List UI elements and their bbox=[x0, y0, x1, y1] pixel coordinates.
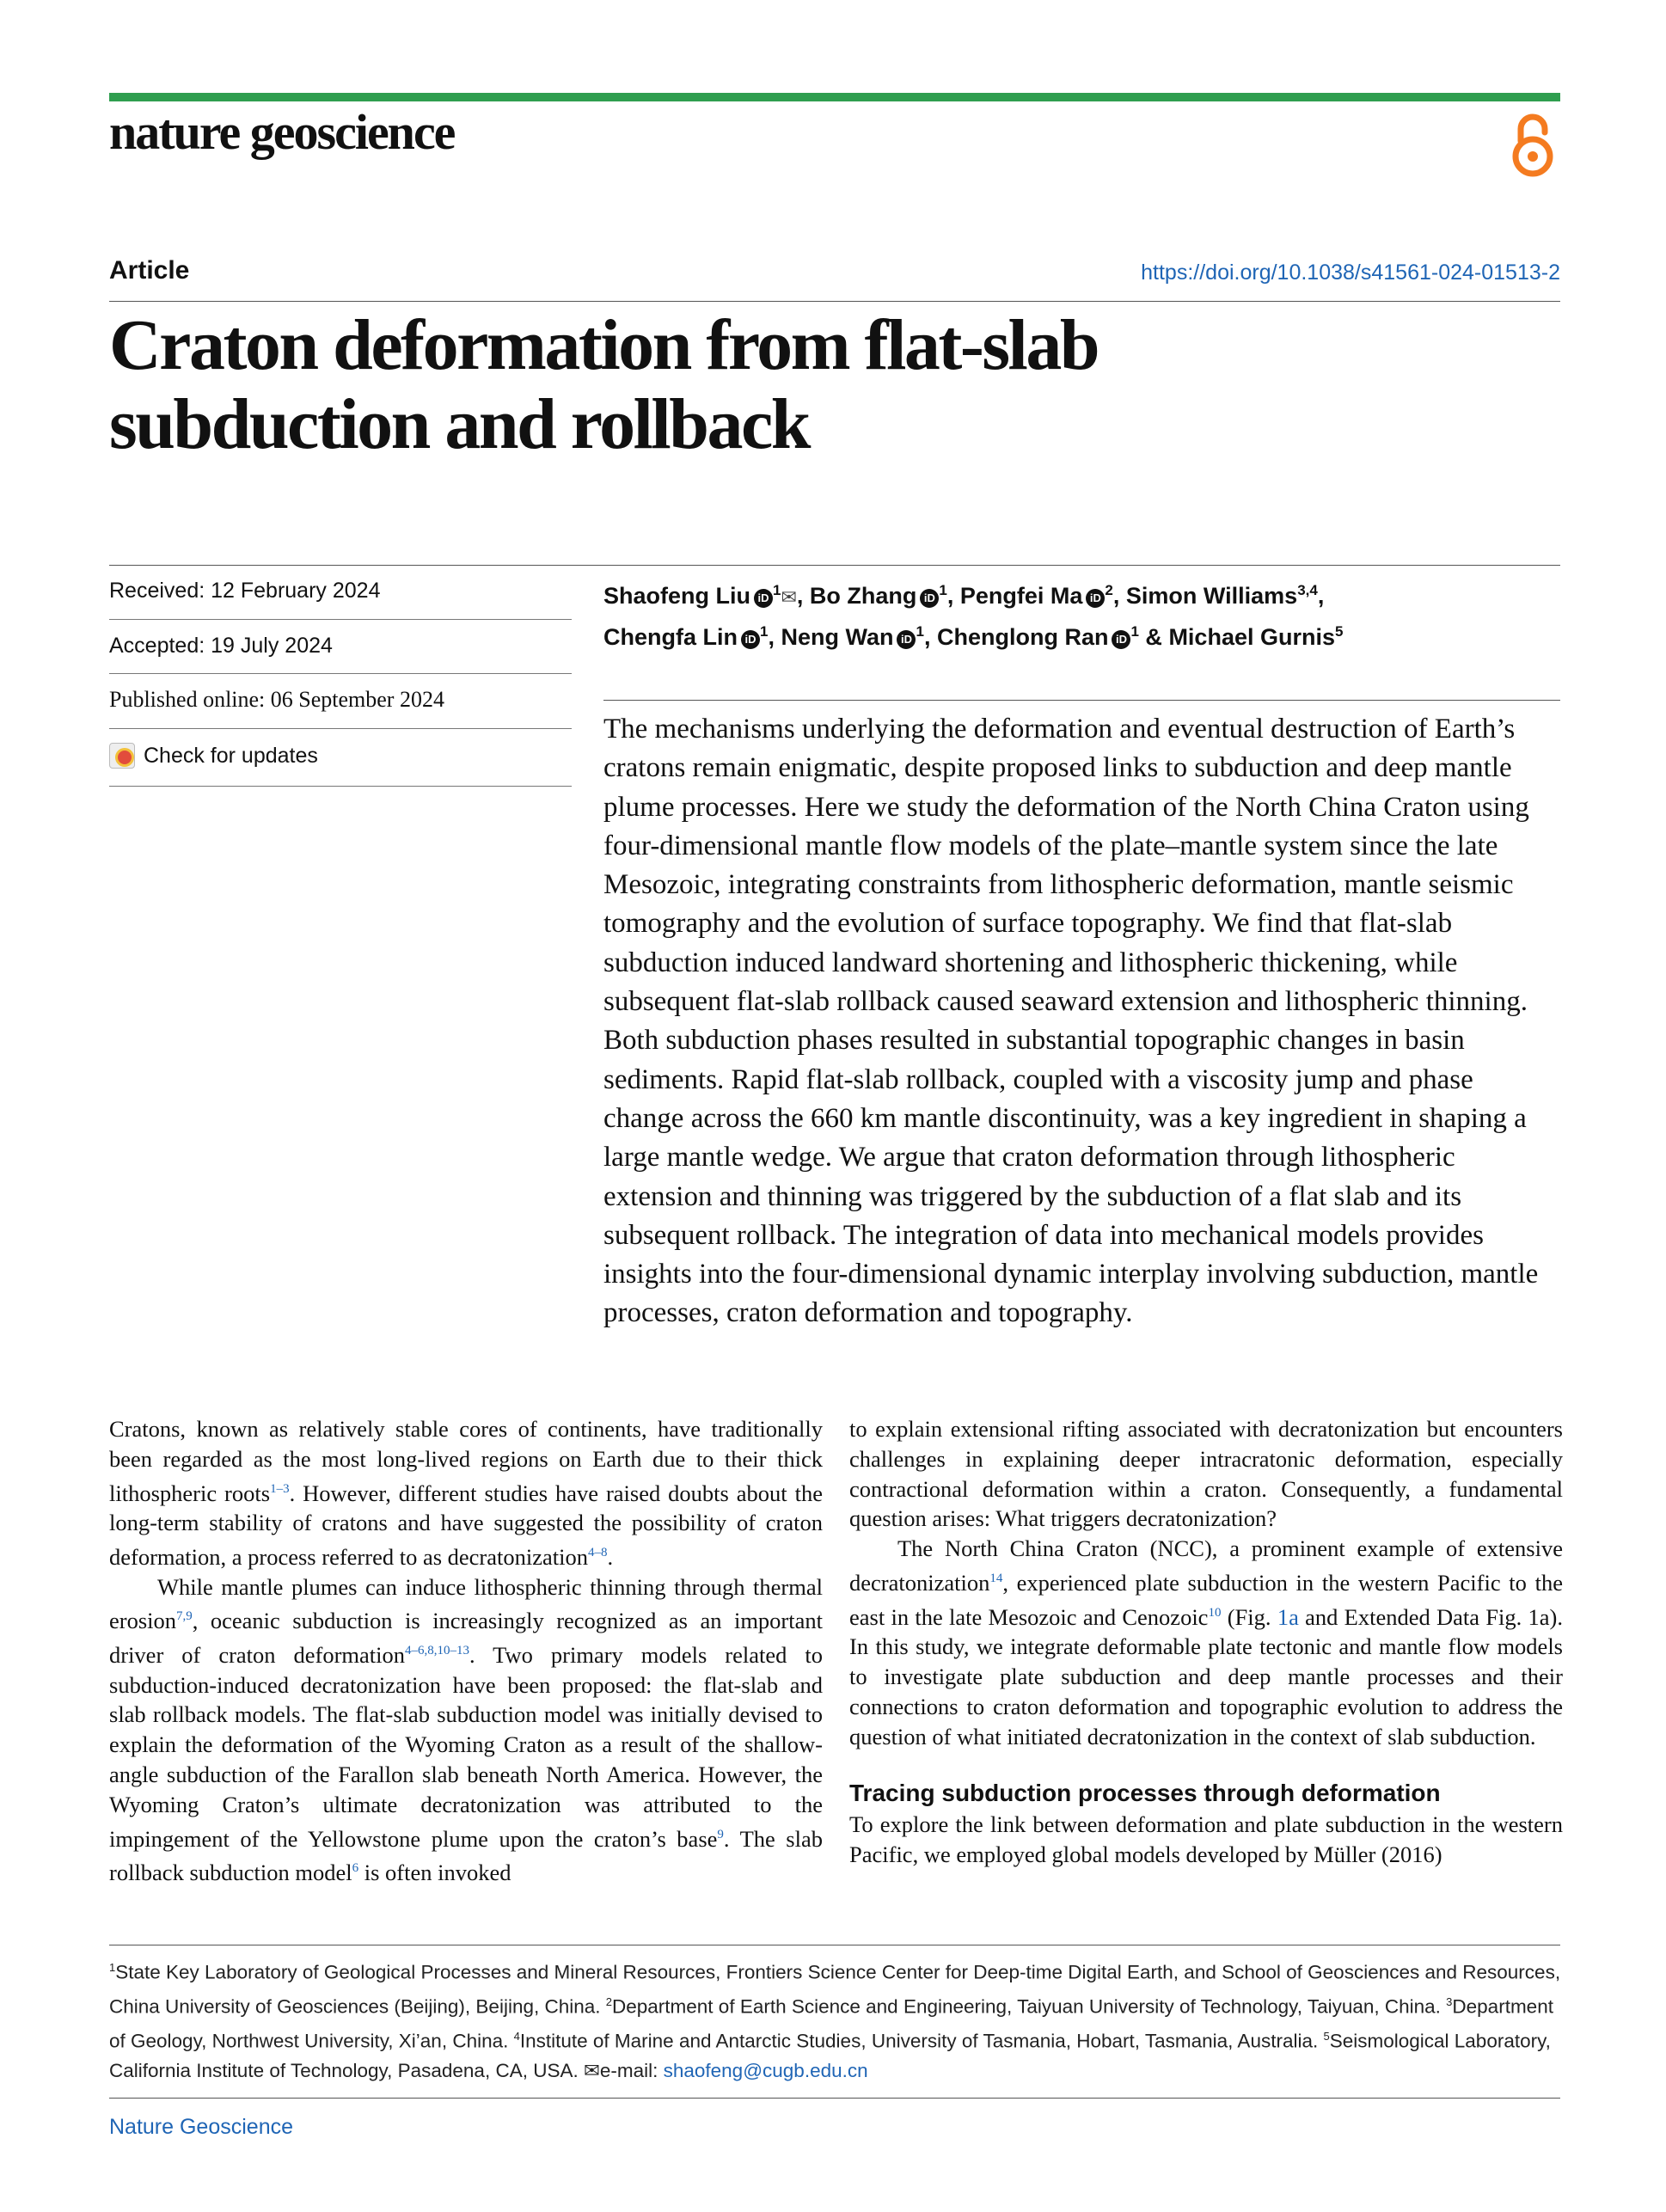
body-paragraph: The North China Craton (NCC), a prominent example of extensive decratonization$^{14}$, experienced plate subduction in the western Pacific to the east in the late Mesozoic and Cenozoic$^{10}$ (Fig. 1a and Extended Data Fig. 1a). In this study, we integrate deformable plate tectonic and mantle flow models to investigate plate subduction and deep mantle processes and their connections to craton deformation and topographic evolution to address the question of what initiated decratonization in the context of slab subduction. bbox=[849, 1535, 1564, 1749]
check-updates-icon bbox=[109, 743, 135, 769]
received-date: Received: 12 February 2024 bbox=[109, 579, 381, 603]
body-column-right bbox=[849, 1414, 1563, 1870]
citation-link[interactable]: 14 bbox=[989, 1571, 1003, 1585]
citation-link[interactable]: 1–3 bbox=[270, 1481, 290, 1496]
citation-link[interactable]: 4–6,8,10–13 bbox=[405, 1644, 470, 1658]
orcid-icon[interactable]: iD bbox=[920, 589, 939, 608]
author-affiliation: 1 bbox=[760, 623, 769, 640]
check-for-updates-button[interactable] bbox=[109, 743, 318, 769]
body-column-left bbox=[109, 1414, 823, 1888]
orcid-icon[interactable]: iD bbox=[1086, 589, 1105, 608]
meta-divider bbox=[109, 565, 1560, 566]
citation-link[interactable]: 4–8 bbox=[587, 1546, 608, 1560]
citation-link[interactable]: 7,9 bbox=[176, 1609, 193, 1624]
body-paragraph: to explain extensional rifting associated with decratonization but encounters challenges in explaining deeper intracratonic deformation, especially contractional deformation within a craton. Consequently, a fundamental question arises: What triggers decratonization? bbox=[849, 1416, 1563, 1532]
header-accent-bar bbox=[109, 93, 1560, 101]
citation-link[interactable]: 6 bbox=[352, 1861, 359, 1876]
author-name[interactable]: Bo Zhang bbox=[809, 583, 917, 609]
header-divider bbox=[109, 301, 1560, 302]
meta-line bbox=[109, 673, 572, 674]
author-name[interactable]: Chenglong Ran bbox=[936, 624, 1109, 650]
author-name[interactable]: Shaofeng Liu bbox=[603, 583, 750, 609]
body-paragraph: Cratons, known as relatively stable cores of continents, have traditionally been regarded as the most long-lived regions on Earth due to their thick lithospheric roots$^{1-3}$. However, different studies have raised doubts about the long-term stability of cratons and have suggested the possibility of craton deformation, a process referred to as decratonization$^{4-8}$. bbox=[109, 1416, 823, 1570]
author-name[interactable]: Chengfa Lin bbox=[603, 624, 738, 650]
footer-journal: Nature Geoscience bbox=[109, 2115, 294, 2139]
article-type: Article bbox=[109, 256, 190, 285]
published-date: Published online: 06 September 2024 bbox=[109, 687, 444, 712]
footer-divider bbox=[109, 2098, 1560, 2099]
orcid-icon[interactable]: iD bbox=[741, 630, 760, 649]
author-list: Shaofeng Liu iD $^1$✉, Bo Zhang iD $^1$, Pengfei Ma iD $^2$, Simon Williams$^{3,4}$, Chengfa Lin iD $^1$, Neng Wan iD $^1$, Chenglong Ran iD $^1$ & Michael Gurnis$^5$ bbox=[603, 582, 1344, 650]
accepted-date: Accepted: 19 July 2024 bbox=[109, 634, 333, 658]
orcid-icon[interactable]: iD bbox=[754, 589, 773, 608]
author-affiliation: 1 bbox=[916, 623, 924, 640]
affiliations: $^1$State Key Laboratory of Geological Processes and Mineral Resources, Frontiers Science Center for Deep-time Digital Earth, and School of Geosciences and Resources, China University of Geosciences (Beijing), Beijing, China. $^2$Department of Earth Science and Engineering, Taiyuan University of Technology, Taiyuan, China. $^3$Department of Geology, Northwest University, Xi’an, China. $^4$Institute of Marine and Antarctic Studies, University of Tasmania, Hobart, Tasmania, Australia. $^5$Seismological Laboratory, California Institute of Technology, Pasadena, CA, USA. ✉e-mail: shaofeng@cugb.edu.cn bbox=[109, 1961, 1561, 2081]
abstract: The mechanisms underlying the deformation and eventual destruction of Earth’s cratons remain enigmatic, despite proposed links to subduction and deep mantle plume processes. Here we study the deformation of the North China Craton using four-dimensional mantle flow models of the plate–mantle system since the late Mesozoic, integrating constraints from lithospheric deformation, mantle seismic tomography and the evolution of surface topography. We find that flat-slab subduction induced landward shortening and lithospheric thickening, while subsequent flat-slab rollback caused seaward extension and lithospheric thinning. Both subduction phases resulted in substantial topographic changes in basin sediments. Rapid flat-slab rollback, coupled with a viscosity jump and phase change across the 660 km mantle discontinuity, was a key ingredient in shaping a large mantle wedge. We argue that craton deformation through lithospheric extension and thinning was triggered by the subduction of a flat slab and its subsequent rollback. The integration of data into mechanical models provides insights into the four-dimensional dynamic interplay involving subduction, mantle processes, craton deformation and topography. bbox=[603, 714, 1539, 1329]
author-affiliation: 5 bbox=[1335, 623, 1344, 640]
author-affiliation: 1 bbox=[1130, 623, 1139, 640]
doi-link[interactable]: https://doi.org/10.1038/s41561-024-01513-2 bbox=[1141, 260, 1560, 285]
author-affiliation: 1 bbox=[939, 582, 947, 598]
author-affiliation: 2 bbox=[1105, 582, 1113, 598]
author-affiliation: 3,4 bbox=[1297, 582, 1318, 598]
citation-link[interactable]: 9 bbox=[717, 1827, 724, 1841]
article-title: Craton deformation from flat-slab subduction and rollback bbox=[109, 305, 1099, 464]
author-name[interactable]: Pengfei Ma bbox=[959, 583, 1083, 609]
author-affiliation: 1 bbox=[773, 582, 781, 598]
meta-line bbox=[109, 728, 572, 729]
body-paragraph: To explore the link between deformation and plate subduction in the western Pacific, we employed global models developed by Müller (2016) bbox=[849, 1811, 1563, 1868]
body-paragraph: While mantle plumes can induce lithospheric thinning through thermal erosion$^{7,9}$, oceanic subduction is increasingly recognized as an important driver of craton deformation$^{4-6,8,10-13}$. Two primary models related to subduction-induced decratonization have been proposed: the flat-slab and slab rollback models. The flat-slab subduction model was initially devised to explain the deformation of the Wyoming Craton as a result of the shallow-angle subduction of the Farallon slab beneath North America. However, the Wyoming Craton’s ultimate decratonization was attributed to the impingement of the Yellowstone plume upon the craton’s base$^9$. The slab rollback subduction model$^6$ is often invoked bbox=[109, 1573, 823, 1886]
orcid-icon[interactable]: iD bbox=[1112, 630, 1130, 649]
author-name[interactable]: Neng Wan bbox=[781, 624, 894, 650]
email-link[interactable]: shaofeng@cugb.edu.cn bbox=[663, 2060, 868, 2081]
author-name[interactable]: Simon Williams bbox=[1125, 583, 1298, 609]
journal-name: nature geoscience bbox=[109, 104, 455, 160]
envelope-icon: ✉ bbox=[583, 2060, 600, 2081]
check-updates-label: Check for updates bbox=[144, 743, 318, 768]
orcid-icon[interactable]: iD bbox=[897, 630, 916, 649]
open-access-lock-icon bbox=[1509, 110, 1557, 179]
abstract-divider bbox=[603, 700, 1560, 701]
figure-link[interactable]: 1a bbox=[1277, 1603, 1299, 1630]
section-heading: Tracing subduction processes through deformation bbox=[849, 1780, 1441, 1807]
meta-line bbox=[109, 619, 572, 620]
citation-link[interactable]: 10 bbox=[1208, 1605, 1222, 1620]
envelope-icon[interactable]: ✉ bbox=[781, 586, 797, 608]
meta-line bbox=[109, 786, 572, 787]
author-name[interactable]: Michael Gurnis bbox=[1168, 624, 1335, 650]
